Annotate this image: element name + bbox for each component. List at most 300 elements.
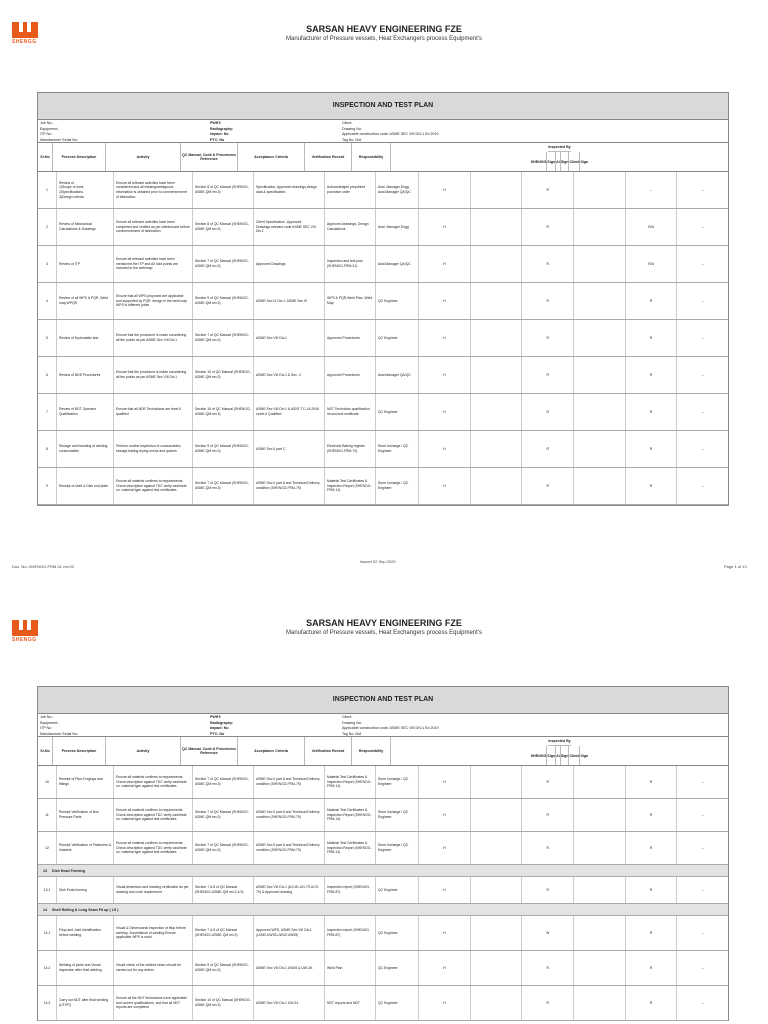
cell-sn: 4	[38, 283, 57, 319]
rows-section-13	[38, 877, 728, 904]
header-sn: Sr.No	[38, 143, 53, 171]
cell-sign-2	[574, 357, 626, 393]
cell-ai: R	[522, 320, 574, 356]
cell-ai: R	[522, 468, 574, 504]
cell-sn: 7	[38, 394, 57, 430]
cell-acceptance: ASME Sec IX Div.1, ASME Sec IX	[254, 283, 325, 319]
cell-sn: 2	[38, 209, 57, 245]
cell-verification: Material Test Certificates & Inspection Report (SHENGG-FRM-14)	[325, 468, 376, 504]
cell-acceptance: ASME Sec VIII Div.1 & ASNT-TC-1A 2006 Level-II Qualified.	[254, 394, 325, 430]
table-row	[38, 394, 728, 431]
cell-process: Storage and handling of welding consumables	[57, 431, 114, 467]
section-13-title: Dish Head Forming	[52, 868, 85, 873]
cell-activity: Visual check of the welded seam should be carried out for any defect.	[114, 951, 193, 985]
meta-right-3: Tag No. N/A	[342, 137, 362, 142]
company-tagline-2: Manufacturer of Pressure vessels, Heat Exchangers process Equipment's	[286, 630, 482, 636]
table-row	[38, 877, 728, 904]
cell-activity: Perform routine inspection of consumables, storage,baking,drying ovens and quivers	[114, 431, 193, 467]
cell-client: R	[626, 877, 678, 903]
meta-right-1: Drawing No:	[342, 126, 362, 131]
cell-activity: Ensure all material confirms to requirements. Check description against TDC verify cast/heat no. material type against test certificates	[114, 766, 193, 798]
cell-shengg: H	[419, 283, 471, 319]
cell-ai: R	[522, 799, 574, 831]
cell-process: Fitup and Joint identification before welding.	[57, 916, 114, 950]
cell-acceptance: ASME Sec VIII Div.1	[254, 320, 325, 356]
meta2-mid-1: Radiography:	[210, 720, 234, 725]
cell-verification: Inspection report (SHENGG-FRM-87)	[325, 877, 376, 903]
cell-sn: 14.1	[38, 916, 57, 950]
cell-ref: Section 7 of QC Manual (SHENGG-ASME-QM rev.3)	[193, 832, 254, 864]
cell-shengg: H	[419, 986, 471, 1020]
cell-activity: Ensure all material confirms to requirements. Check description against TDC verify cast/heat no. material type against test certificates	[114, 468, 193, 504]
cell-ref: Section 10 of QC Manual (SHENGG-ASME-QM rev.3)	[193, 986, 254, 1020]
cell-sign-1	[471, 766, 523, 798]
cell-acceptance: ASME Sec II part A and Technical Delivery condition (SHENGG-FRM-79)	[254, 799, 325, 831]
header-acceptance: Acceptance Criteria	[238, 143, 305, 171]
company-tagline: Manufacturer of Pressure vessels, Heat Exchangers process Equipment's	[286, 36, 482, 42]
cell-activity: Ensure that the procedure is made considering all the points as per ASME Sec VIII Div.1	[114, 357, 193, 393]
plan-title-2: INSPECTION AND TEST PLAN	[38, 687, 728, 714]
table-row	[38, 986, 728, 1021]
meta-block	[38, 120, 728, 143]
cell-acceptance: ASME Sec II part A and Technical Delivery condition (SHENGG-FRM-79)	[254, 468, 325, 504]
cell-responsibility: QC Engineer	[376, 951, 419, 985]
cell-sign-2	[574, 916, 626, 950]
header-col-ai: AI	[556, 152, 561, 171]
cell-ref: Section 10 of QC Manual (SHENGG-ASME-QM rev.3)	[193, 394, 254, 430]
cell-activity: Visual & Dimensional inspection of fitup before welding .Surveillance of welding.Ensure applicable WPS is used.	[114, 916, 193, 950]
cell-responsibility: QC Engineer	[376, 877, 419, 903]
cell-activity: Ensure that all NDE Technicians are level-II qualified	[114, 394, 193, 430]
meta2-mid-0: PWHT:	[210, 715, 222, 719]
cell-sign-1	[471, 431, 523, 467]
rows-page-2a	[38, 766, 728, 865]
table-row	[38, 209, 728, 246]
cell-shengg: H	[419, 431, 471, 467]
cell-sign-3: –	[701, 845, 704, 850]
section-13-number: 13	[43, 868, 47, 873]
footer-issued: Issued 02 Sep 2020	[360, 559, 396, 564]
meta-left-3: Manufacturer Serial No:	[40, 137, 78, 142]
cell-process: Review of ITP	[57, 246, 114, 282]
cell-activity: Ensure that the procedure is made considering all the points as per ASME Sec VIII Div.1	[114, 320, 193, 356]
cell-ref: Section 7 of QC Manual (SHENGG-ASME-QM rev.3)	[193, 799, 254, 831]
cell-ref: Section 8 of QC Manual (SHENGG-ASME-QM rev.3)	[193, 172, 254, 208]
cell-process: Review of Hydrostatic test .	[57, 320, 114, 356]
meta2-mid-3: PTC: No	[210, 731, 225, 736]
meta-mid-0: PWHT:	[210, 121, 222, 125]
cell-verification: WPS & PQR,Weld Plan, Weld Map	[325, 283, 376, 319]
cell-acceptance: ASME Sec II part A and Technical Delivery condition (SHENGG-FRM-79)	[254, 766, 325, 798]
cell-acceptance: ASME Sec II part A and Technical Delivery condition (SHENGG-FRM-79)	[254, 832, 325, 864]
section-14-number: 14	[43, 907, 47, 912]
cell-ref: Section 7 of QC Manual (SHENGG-ASME-QM rev.3)	[193, 320, 254, 356]
cell-sign-3: –	[701, 446, 704, 451]
header2-ref: QC Manual, Code & Procedures Reference	[181, 737, 238, 765]
header-col-sign-3: Sign	[580, 159, 589, 164]
itp-sheet-1	[37, 92, 729, 506]
cell-sign-2	[574, 209, 626, 245]
header2-col-sign-3: Sign	[580, 753, 589, 758]
cell-process: Review of NDT Operator Qualification	[57, 394, 114, 430]
header2-col-client: Client	[569, 746, 580, 765]
cell-activity: Ensure all material confirms to requirements. Check description against TDC verify cast/heat no. material type against test certificates	[114, 832, 193, 864]
cell-verification: Material Test Certificates & Inspection Report (SHENGG-FRM-14)	[325, 832, 376, 864]
header2-col-ai: AI	[556, 746, 561, 765]
cell-sign-1	[471, 246, 523, 282]
cell-responsibility: Store Incharge / QC Engineer	[376, 766, 419, 798]
cell-ai: R	[522, 951, 574, 985]
company-name: SARSAN HEAVY ENGINEERING FZE	[306, 24, 462, 34]
cell-ai: R	[522, 394, 574, 430]
header-col-sign-1: Sign	[547, 152, 556, 171]
cell-verification: NDT Technician qualification record and certificate	[325, 394, 376, 430]
cell-client: R	[626, 799, 678, 831]
cell-sign-2	[574, 246, 626, 282]
cell-process: Review of all WPS & PQR ,Weld map,WPQR	[57, 283, 114, 319]
cell-ai: R	[522, 832, 574, 864]
cell-process: Receipt of shell & Dish end plate	[57, 468, 114, 504]
cell-ai: R	[522, 986, 574, 1020]
cell-sign-1	[471, 951, 523, 985]
meta2-right-2: Applicable construction code: ASME SEC VIII DIV.1 Ed 2019	[342, 726, 439, 730]
cell-responsibility: Store Incharge / QC Engineer	[376, 799, 419, 831]
cell-sign-2	[574, 468, 626, 504]
table-row	[38, 431, 728, 468]
cell-client: R	[626, 986, 678, 1020]
cell-sn: 6	[38, 357, 57, 393]
meta2-right-3: Tag No. N/A	[342, 731, 362, 736]
cell-client: R/A	[626, 246, 678, 282]
cell-responsibility: QC Engineer	[376, 283, 419, 319]
cell-sign-2	[574, 172, 626, 208]
cell-sign-2	[574, 766, 626, 798]
header-col-sign-2: Sign	[561, 152, 570, 171]
cell-verification: Material Test Certificates & Inspection Report (SHENGG-FRM-14)	[325, 799, 376, 831]
cell-sign-1	[471, 799, 523, 831]
cell-responsibility: Store Incharge / QC Engineer	[376, 832, 419, 864]
table-header-2	[38, 737, 728, 766]
meta2-left-3: Manufacturer Serial No:	[40, 731, 78, 736]
cell-ref: Section 10 of QC Manual (SHENGG-ASME-QM rev.3)	[193, 357, 254, 393]
cell-ai: R	[522, 283, 574, 319]
cell-sn: 10	[38, 766, 57, 798]
table-row	[38, 951, 728, 986]
cell-sign-1	[471, 832, 523, 864]
meta-right-2: Applicable construction code: ASME SEC VIII DIV.1 Ed 2019	[342, 132, 439, 136]
cell-process: Receipt of Pipe,Forgings and fittings	[57, 766, 114, 798]
header-responsibility: Responsibility	[352, 143, 391, 171]
table-row	[38, 320, 728, 357]
table-row	[38, 357, 728, 394]
table-row	[38, 766, 728, 799]
table-row	[38, 832, 728, 865]
cell-sn: 13.1	[38, 877, 57, 903]
cell-ref: Section 9 of QC Manual (SHENGG-ASME-QM rev.3)	[193, 431, 254, 467]
cell-shengg: H	[419, 172, 471, 208]
cell-responsibility: Store Incharge / QC Engineer	[376, 468, 419, 504]
cell-sn: 3	[38, 246, 57, 282]
cell-responsibility: Asst. Manager Engg Asst.Manager QA/QC	[376, 172, 419, 208]
cell-shengg: H	[419, 951, 471, 985]
section-14-header	[38, 904, 728, 916]
section-14-title: Shell Rolling & Long Seam Fit up ( LS )	[52, 907, 119, 912]
cell-shengg: H	[419, 799, 471, 831]
header-inspected-by-label: Inspected By	[548, 143, 570, 152]
cell-sign-1	[471, 986, 523, 1020]
page-2	[0, 600, 768, 1024]
cell-sign-3: –	[701, 779, 704, 784]
header2-inspected-by	[391, 737, 728, 765]
cell-acceptance: Client Specification ,Approved Drawings,relevant code ASME SEC VIII Div.1	[254, 209, 325, 245]
cell-sign-2	[574, 832, 626, 864]
meta-mid-2: Impact: No	[210, 132, 229, 136]
meta-left-2: ITP No:	[40, 132, 53, 136]
header-inspected-by	[391, 143, 728, 171]
cell-responsibility: QC Engineer	[376, 320, 419, 356]
cell-activity: Visual,dimension and marking verification as per drawing and code requirement	[114, 877, 193, 903]
cell-acceptance: Specification, Approved drawings,design data & specification.	[254, 172, 325, 208]
cell-client: R	[626, 357, 678, 393]
cell-shengg: H	[419, 468, 471, 504]
header2-acceptance: Acceptance Criteria	[238, 737, 305, 765]
cell-ai: R	[522, 431, 574, 467]
cell-sign-3: –	[701, 187, 704, 192]
cell-responsibility: Asst.Manager QA/QC	[376, 357, 419, 393]
cell-client: R	[626, 431, 678, 467]
cell-sign-3: –	[701, 812, 704, 817]
cell-ref: Section 9 of QC Manual (SHENGG-ASME-QM rev.3)	[193, 283, 254, 319]
section-13-header	[38, 865, 728, 877]
cell-sn: 14.2	[38, 951, 57, 985]
header-process: Process Description	[53, 143, 106, 171]
header2-sn: Sr.No	[38, 737, 53, 765]
cell-verification: Approved Procedures	[325, 320, 376, 356]
cell-ref: Section 8 of QC Manual (SHENGG-ASME-QM rev.3)	[193, 209, 254, 245]
cell-verification: Approved drawings, Design Calculations	[325, 209, 376, 245]
cell-sign-3: –	[701, 1000, 704, 1005]
header2-col-sign-1: Sign	[547, 746, 556, 765]
cell-sign-3: –	[701, 298, 704, 303]
cell-ref: Section 7 of QC Manual (SHENGG-ASME-QM rev.3)	[193, 246, 254, 282]
cell-activity: Ensure all material confirms to requirements. Check description against TDC verify cast/heat no. material type against test certificates	[114, 799, 193, 831]
cell-responsibility: QC Engineer	[376, 916, 419, 950]
cell-process: Carry out NDT after final welding (UT/RT)	[57, 986, 114, 1020]
cell-sign-3: –	[701, 335, 704, 340]
logo-text: SHENGG	[12, 39, 37, 45]
cell-process: Review of NDE Procedures	[57, 357, 114, 393]
cell-process: Welding of joints and Visual inspection after final welding	[57, 951, 114, 985]
cell-sign-3: –	[701, 965, 704, 970]
cell-ref: Section 9 of QC Manual (SHENGG-ASME-QM rev.3)	[193, 951, 254, 985]
header-activity: Activity	[106, 143, 181, 171]
cell-sign-1	[471, 468, 523, 504]
cell-process: Receipt Verification of Fasteners & Gaskets	[57, 832, 114, 864]
cell-sign-3: –	[701, 483, 704, 488]
header-verification: Verification Record	[305, 143, 352, 171]
cell-verification: Inspection report (SHENGG-FRM-87)	[325, 916, 376, 950]
cell-acceptance: Approved Drawings	[254, 246, 325, 282]
cell-sign-2	[574, 320, 626, 356]
header2-inspected-by-label: Inspected By	[548, 737, 570, 746]
table-row	[38, 283, 728, 320]
meta2-mid-2: Impact: No	[210, 726, 229, 730]
cell-shengg: H	[419, 877, 471, 903]
meta2-left-1: Equipment:-	[40, 720, 60, 725]
cell-ai: W	[522, 916, 574, 950]
header2-col-sign-2: Sign	[561, 746, 570, 765]
cell-ai: R	[522, 172, 574, 208]
cell-client: R	[626, 832, 678, 864]
header-ref: QC Manual, Code & Procedures Reference	[181, 143, 238, 171]
cell-acceptance: Approved WPS, ASME Sec.VIII Div.1 (UG80,UW33,UW32,UW35)	[254, 916, 325, 950]
cell-process: Dish Ends forming	[57, 877, 114, 903]
table-header	[38, 143, 728, 172]
table-row	[38, 799, 728, 832]
cell-client: R/A	[626, 209, 678, 245]
cell-sn: 5	[38, 320, 57, 356]
cell-process: Receipt Verification of Non Pressure Parts	[57, 799, 114, 831]
cell-sign-1	[471, 209, 523, 245]
meta-left-1: Equipment:-	[40, 126, 60, 131]
cell-shengg: H	[419, 766, 471, 798]
cell-ref: Section 7 & 8 of QC Manual (SHENGG-ASME-QM rev.3 & 5)	[193, 877, 254, 903]
meta2-left-0: Job No:-	[40, 715, 54, 719]
table-row	[38, 468, 728, 505]
cell-sign-1	[471, 916, 523, 950]
cell-acceptance: ASME Sec VIII Div.1 & Sec. V	[254, 357, 325, 393]
rows-page-1	[38, 172, 728, 505]
cell-acceptance: ASME Sec VIII Div.1 UW-51	[254, 986, 325, 1020]
cell-sn: 11	[38, 799, 57, 831]
cell-verification: Weld Plan	[325, 951, 376, 985]
cell-activity: Ensure that all WPS proposed are applicable and supported by PQR. design in the weld map WPS is different joints	[114, 283, 193, 319]
cell-acceptance: ASME Sec VIII Div.1 (UG-81,UG-79,UCS-79) & Approved drawing	[254, 877, 325, 903]
cell-activity: Ensure all relevant activities have been completed and verified as per clients/code before commencement of fabrication	[114, 209, 193, 245]
cell-ref: Section 7 of QC Manual (SHENGG-ASME-QM rev.3)	[193, 468, 254, 504]
cell-sign-3: –	[701, 887, 704, 892]
header2-process: Process Description	[53, 737, 106, 765]
cell-verification: Inspection and test plan (SHENGG-FRM-31)	[325, 246, 376, 282]
cell-sign-2	[574, 799, 626, 831]
cell-sign-2	[574, 431, 626, 467]
header-col-shengg: SHENGG	[531, 152, 548, 171]
rows-page-2b	[38, 916, 728, 1021]
cell-ref: Section 7 & 8 of QC Manual (SHENGG-ASME-QM rev.3)	[193, 916, 254, 950]
cell-process: Review of Mechanical Calculations & Drawings	[57, 209, 114, 245]
cell-process: Review of 1)Scope of work 2)Specifications 3)Design criteria	[57, 172, 114, 208]
cell-shengg: H	[419, 357, 471, 393]
cell-responsibility: QC Engineer	[376, 986, 419, 1020]
itp-sheet-2	[37, 686, 729, 1021]
cell-ai: R	[522, 357, 574, 393]
meta-mid-3: PTC: No	[210, 137, 225, 142]
cell-responsibility: Asst. Manager Engg	[376, 209, 419, 245]
cell-sign-1	[471, 320, 523, 356]
cell-client: R	[626, 951, 678, 985]
meta2-left-2: ITP No:	[40, 726, 53, 730]
cell-shengg: H	[419, 246, 471, 282]
header2-verification: Verification Record	[305, 737, 352, 765]
cell-verification: Material Test Certificates & Inspection Report (SHENGG-FRM-14)	[325, 766, 376, 798]
cell-sign-3: –	[701, 261, 704, 266]
meta-left-0: Job No:-	[40, 121, 54, 125]
cell-client: R	[626, 283, 678, 319]
cell-sign-1	[471, 394, 523, 430]
cell-sn: 8	[38, 431, 57, 467]
cell-sign-2	[574, 394, 626, 430]
cell-sign-1	[471, 283, 523, 319]
cell-client: R	[626, 320, 678, 356]
cell-sign-3: –	[701, 409, 704, 414]
cell-verification: NDT reports and NDT	[325, 986, 376, 1020]
cell-sign-1	[471, 172, 523, 208]
cell-sn: 12	[38, 832, 57, 864]
cell-shengg: H	[419, 394, 471, 430]
cell-client: –	[626, 172, 678, 208]
header-col-client: Client	[569, 152, 580, 171]
cell-sign-1	[471, 357, 523, 393]
plan-title: INSPECTION AND TEST PLAN	[38, 93, 728, 120]
cell-shengg: H	[419, 209, 471, 245]
table-row	[38, 172, 728, 209]
cell-client: R	[626, 394, 678, 430]
cell-ai: R	[522, 246, 574, 282]
meta-block-2	[38, 714, 728, 737]
cell-sn: 14.3	[38, 986, 57, 1020]
header2-responsibility: Responsibility	[352, 737, 391, 765]
footer-doc-no: Doc. No:-SHENGG-FRM-31 rev.02	[12, 564, 74, 569]
cell-sign-3: –	[701, 930, 704, 935]
footer-page: Page 1 of 13	[724, 564, 747, 569]
cell-sign-2	[574, 951, 626, 985]
cell-sign-3: –	[701, 224, 704, 229]
cell-sn: 9	[38, 468, 57, 504]
cell-sign-2	[574, 986, 626, 1020]
meta-right-0: Client:	[342, 121, 353, 125]
cell-activity: Ensure all relevant activities have been considered and all missing/ambiguous information is obtained prior to commencement of fabrication	[114, 172, 193, 208]
cell-shengg: H	[419, 916, 471, 950]
meta2-right-1: Drawing No:	[342, 720, 362, 725]
cell-sign-2	[574, 283, 626, 319]
cell-responsibility: Asst.Manager QA/QC	[376, 246, 419, 282]
cell-shengg: H	[419, 832, 471, 864]
cell-acceptance: ASME Sec II part C	[254, 431, 325, 467]
cell-sign-1	[471, 877, 523, 903]
company-name-2: SARSAN HEAVY ENGINEERING FZE	[306, 618, 462, 628]
cell-sign-2	[574, 877, 626, 903]
header2-col-shengg: SHENGG	[531, 746, 548, 765]
cell-ai: R	[522, 766, 574, 798]
cell-client: R	[626, 916, 678, 950]
cell-verification: Electrode Baking register (SHENGG-FRM-74)	[325, 431, 376, 467]
logo-text-2: SHENGG	[12, 637, 37, 643]
cell-ai: R	[522, 877, 574, 903]
cell-shengg: H	[419, 320, 471, 356]
header2-activity: Activity	[106, 737, 181, 765]
table-row	[38, 916, 728, 951]
cell-activity: Ensure all the NDT technicians have applicable and current qualifications, and that all NDT reports are completed	[114, 986, 193, 1020]
cell-acceptance: ASME Sec VIII Div.1,UW35 & UW-38.	[254, 951, 325, 985]
cell-verification: Acknowledged preprinted purchase order	[325, 172, 376, 208]
table-row	[38, 246, 728, 283]
cell-activity: Ensure all relevant activities have been mentioned the ITP and All hold points are included in the web/map	[114, 246, 193, 282]
cell-sn: 1	[38, 172, 57, 208]
cell-client: R	[626, 766, 678, 798]
cell-verification: Approved Procedures	[325, 357, 376, 393]
cell-responsibility: Store Incharge / QC Engineer	[376, 431, 419, 467]
cell-ai: R	[522, 209, 574, 245]
